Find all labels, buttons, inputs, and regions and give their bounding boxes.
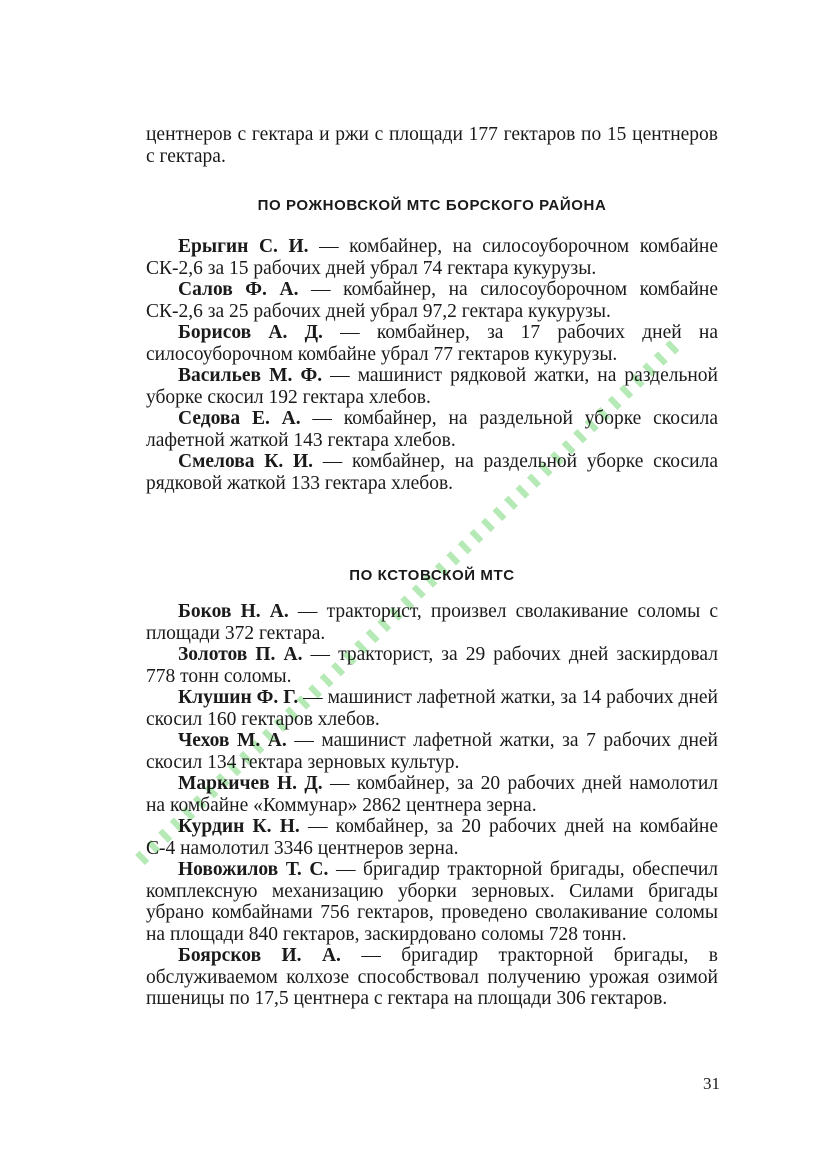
entry-name: Салов Ф. А. [178, 279, 299, 300]
entry-name: Боков Н. А. [178, 601, 289, 622]
entry-name: Курдин К. Н. [178, 816, 300, 837]
section-heading: ПО КСТОВСКОЙ МТС [349, 567, 515, 584]
entry-paragraph [146, 816, 718, 859]
page-number: 31 [703, 1074, 720, 1093]
entry-name: Смелова К. И. [178, 451, 314, 472]
entry-text: — машинист рядковой жатки, на раздельной уборке скосил 192 гектара хлебов. [146, 365, 718, 408]
entry-name: Боярсков И. А. [178, 945, 341, 966]
entry-text: — тракторист, за 29 рабочих дней заскирдовал 778 тонн соломы. [146, 644, 718, 687]
entry-text: — комбайнер, за 17 рабочих дней на силосоуборочном комбайне убрал 77 гектаров кукурузы. [146, 322, 719, 365]
entry-text: — комбайнер, за 20 рабочих дней на комбайне С-4 намолотил 3346 центнеров зерна. [146, 816, 718, 859]
intro-paragraph: центнеров с гектара и ржи с площади 177 гектаров по 15 центнеров с гектара. [146, 124, 718, 167]
entry-text: — тракторист, произвел сволакивание соломы с площади 372 гектара. [146, 601, 718, 644]
entry-name: Новожилов Т. С. [178, 859, 329, 880]
entry-paragraph [146, 687, 718, 730]
entry-paragraph [146, 773, 718, 816]
entry-paragraph [146, 730, 718, 773]
entry-name: Седова Е. А. [178, 408, 301, 429]
entry-paragraph [146, 945, 718, 1010]
entry-name: Борисов А. Д. [178, 322, 323, 343]
section-rozhnovskaya [146, 197, 718, 214]
entry-paragraph [146, 601, 718, 644]
entry-text: — комбайнер, на силосоуборочном комбайне СК-2,6 за 25 рабочих дней убрал 97,2 гектара кукурузы. [146, 279, 718, 322]
entry-name: Маркичев Н. Д. [178, 773, 323, 794]
entry-paragraph [146, 408, 718, 451]
entry-name: Золотов П. А. [178, 644, 303, 665]
entry-paragraph [146, 279, 718, 322]
section-rozhnovskaya-entries [146, 236, 718, 494]
entry-text: — бригадир тракторной бригады, обеспечил комплексную механизацию уборки зерновых. Силами бригады убрано комбайнами 756 гектаров, проведено сволакивание соломы на площади 840 гектаров, заскирдовано соломы 728 тонн. [146, 859, 718, 945]
entry-text: — комбайнер, на силосоуборочном комбайне СК-2,6 за 15 рабочих дней убрал 74 гектара кукурузы. [146, 236, 718, 279]
entry-text: — машинист лафетной жатки, за 7 рабочих дней скосил 134 гектара зерновых культур. [146, 730, 718, 773]
entry-name: Васильев М. Ф. [178, 365, 323, 386]
entry-text: — бригадир тракторной бригады, в обслуживаемом колхозе способствовал получению урожая озимой пшеницы по 17,5 центнера с гектара на площади 306 гектаров. [146, 945, 718, 1009]
entry-paragraph [146, 365, 718, 408]
entry-text: — комбайнер, на раздельной уборке скосила рядковой жаткой 133 гектара хлебов. [146, 451, 718, 494]
section-heading: ПО РОЖНОВСКОЙ МТС БОРСКОГО РАЙОНА [257, 197, 607, 214]
entry-name: Ерыгин С. И. [178, 236, 309, 257]
entry-paragraph [146, 859, 718, 945]
section-kstovskaya [146, 567, 718, 584]
entry-text: — машинист лафетной жатки, за 14 рабочих дней скосил 160 гектаров хлебов. [146, 687, 718, 730]
entry-text: — комбайнер, на раздельной уборке скосила лафетной жаткой 143 гектара хлебов. [146, 408, 719, 451]
entry-name: Чехов М. А. [178, 730, 287, 751]
intro-block [146, 124, 718, 167]
entry-name: Клушин Ф. Г. [178, 687, 299, 708]
section-kstovskaya-entries [146, 601, 718, 1010]
entry-text: — комбайнер, за 20 рабочих дней намолотил на комбайне «Коммунар» 2862 центнера зерна. [146, 773, 718, 816]
entry-paragraph [146, 644, 718, 687]
entry-paragraph [146, 236, 718, 279]
entry-paragraph [146, 322, 718, 365]
entry-paragraph [146, 451, 718, 494]
